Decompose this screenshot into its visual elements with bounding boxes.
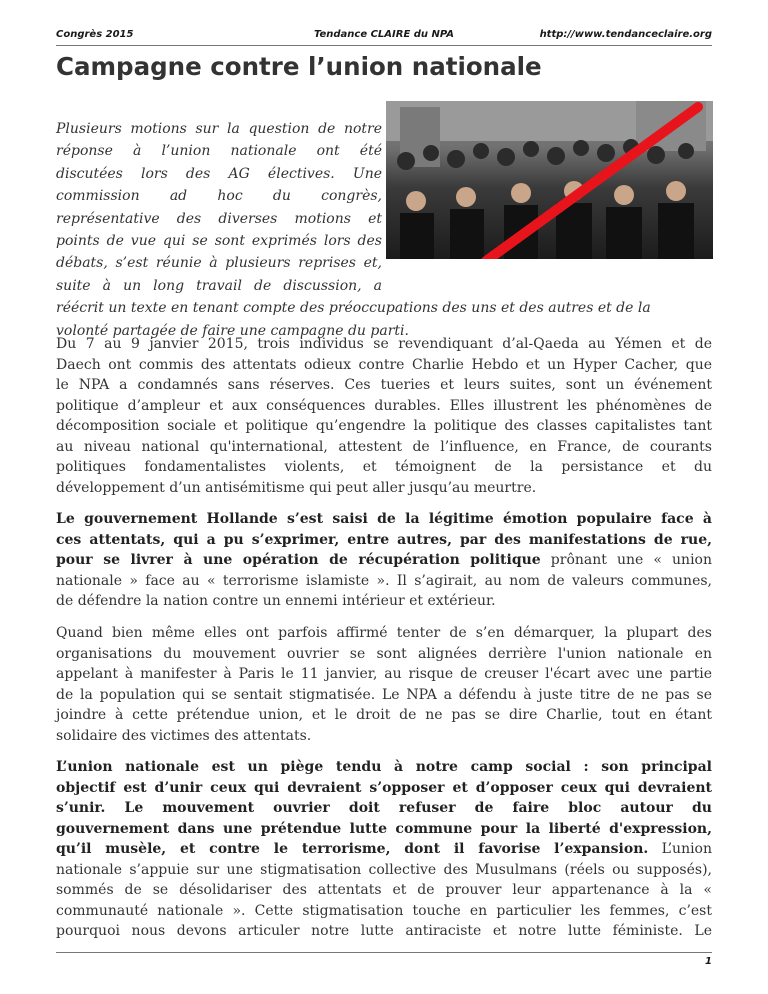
text-line: Daech ont commis des attentats odieux contre Charlie Hebdo et un Hyper Cacher, que [56,356,712,373]
regular-text: prônant une « union [540,552,712,568]
text-line: de la population qui se sentait stigmatisée. Le NPA a défendu à juste titre de ne pas se [56,686,712,703]
intro-line: représentative des diverses motions et [56,210,382,227]
paragraph-workers-movement [56,623,712,746]
bold-text: Le gouvernement Hollande s’est saisi de la légitime émotion populaire face à [56,511,712,527]
intro-paragraph [56,118,712,342]
text-line: Du 7 au 9 janvier 2015, trois individus se revendiquant d’al-Qaeda au Yémen et de [56,336,712,352]
text-line: organisations du mouvement ouvrier se sont alignées derrière l'union nationale en [56,645,712,662]
header-tendency: Tendance CLAIRE du NPA [313,29,455,40]
text-line [56,778,712,799]
text-line [56,530,712,551]
intro-line: Plusieurs motions sur la question de notre [56,121,382,137]
text-line: appelant à manifester à Paris le 11 janvier, au risque de creuser l'écart avec une partie [56,666,712,682]
text-line: le NPA a condamnés sans réserves. Ces tueries et leurs suites, sont un événement [56,377,712,393]
text-line: développement d’un antisémitisme qui peut aller jusqu’au meurtre. [56,479,537,496]
intro-line: points de vue qui se sont exprimés lors des [56,233,382,250]
text-line: de défendre la nation contre un ennemi intérieur et extérieur. [56,593,496,609]
intro-line: volonté partagée de faire une campagne du parti. [56,322,409,339]
intro-line: commission ad hoc du congrès, [56,188,382,205]
text-line [56,509,712,530]
text-line: sommés de se désolidariser des attentats et de prouver leur appartenance à la « [56,882,712,898]
bold-text: objectif est d’unir ceux qui devraient s’opposer et d’opposer ceux qui devraient [56,779,712,796]
bold-text: gouvernement dans une prétendue lutte commune pour la liberté d'expression, [56,820,712,837]
text-line: joindre à cette prétendue union, et le droit de ne pas se dire Charlie, tout en étant [56,707,712,723]
header-url[interactable]: http://www.tendanceclaire.org [539,29,712,40]
bold-text: pour se livrer à une opération de récupération politique [56,552,541,568]
page-number: 1 [705,956,712,967]
intro-line: débats, s’est réunie à plusieurs reprises et, [56,255,382,272]
text-line: nationale s’appuie sur une stigmatisation collective des Musulmans (réels ou supposés), [56,861,712,878]
text-line [56,798,712,819]
intro-line: réponse à l’union nationale ont été [56,143,382,160]
bold-text: s’unir. Le mouvement ouvrier doit refuser de faire bloc autour du [56,800,712,816]
text-line [56,839,712,860]
text-line: solidaire des victimes des attentats. [56,727,312,744]
text-line: décomposition sociale et politique qu’engendre la politique des classes capitalistes tant [56,418,712,434]
text-line: au niveau national qu'international, attestent de l’influence, en France, de courants [56,438,712,455]
text-line: nationale » face au « terrorisme islamiste ». Il s’agirait, au nom de valeurs communes, [56,572,712,589]
paragraph-trap [56,757,712,942]
intro-line: suite à un long travail de discussion, a [56,277,382,294]
page-header [56,29,712,46]
intro-line: réécrit un texte en tenant compte des préoccupations des uns et des autres et de la [56,300,651,317]
text-line: Quand bien même elles ont parfois affirmé tenter de s’en démarquer, la plupart des [56,625,712,641]
text-line: politiques fondamentalistes violents, et témoignent de la persistance et du [56,459,712,475]
text-line: politique d’ampleur et aux conséquences durables. Elles illustrent les phénomènes de [56,397,712,414]
text-line [56,819,712,840]
bold-text: ces attentats, qui a pu s’exprimer, entre autres, par des manifestations de rue, [56,531,712,548]
paragraph-attacks [56,334,712,498]
text-line: pourquoi nous devons articuler notre lutte antiraciste et notre lutte féministe. Le [56,923,712,939]
page-title: Campagne contre l’union nationale [56,52,542,81]
bold-text: qu’il musèle, et contre le terrorisme, dont il favorise l’expansion. [56,841,649,857]
paragraph-government [56,509,712,612]
text-line: communauté nationale ». Cette stigmatisation touche en particulier les femmes, c’est [56,902,712,919]
bold-text: L’union nationale est un piège tendu à notre camp social : son principal [56,759,712,775]
intro-line: discutées lors des AG électives. Une [56,165,382,182]
regular-text: L’union [648,841,713,857]
text-line [56,550,712,571]
footer-divider [56,952,712,953]
header-congress: Congrès 2015 [56,29,134,40]
text-line [56,757,712,778]
